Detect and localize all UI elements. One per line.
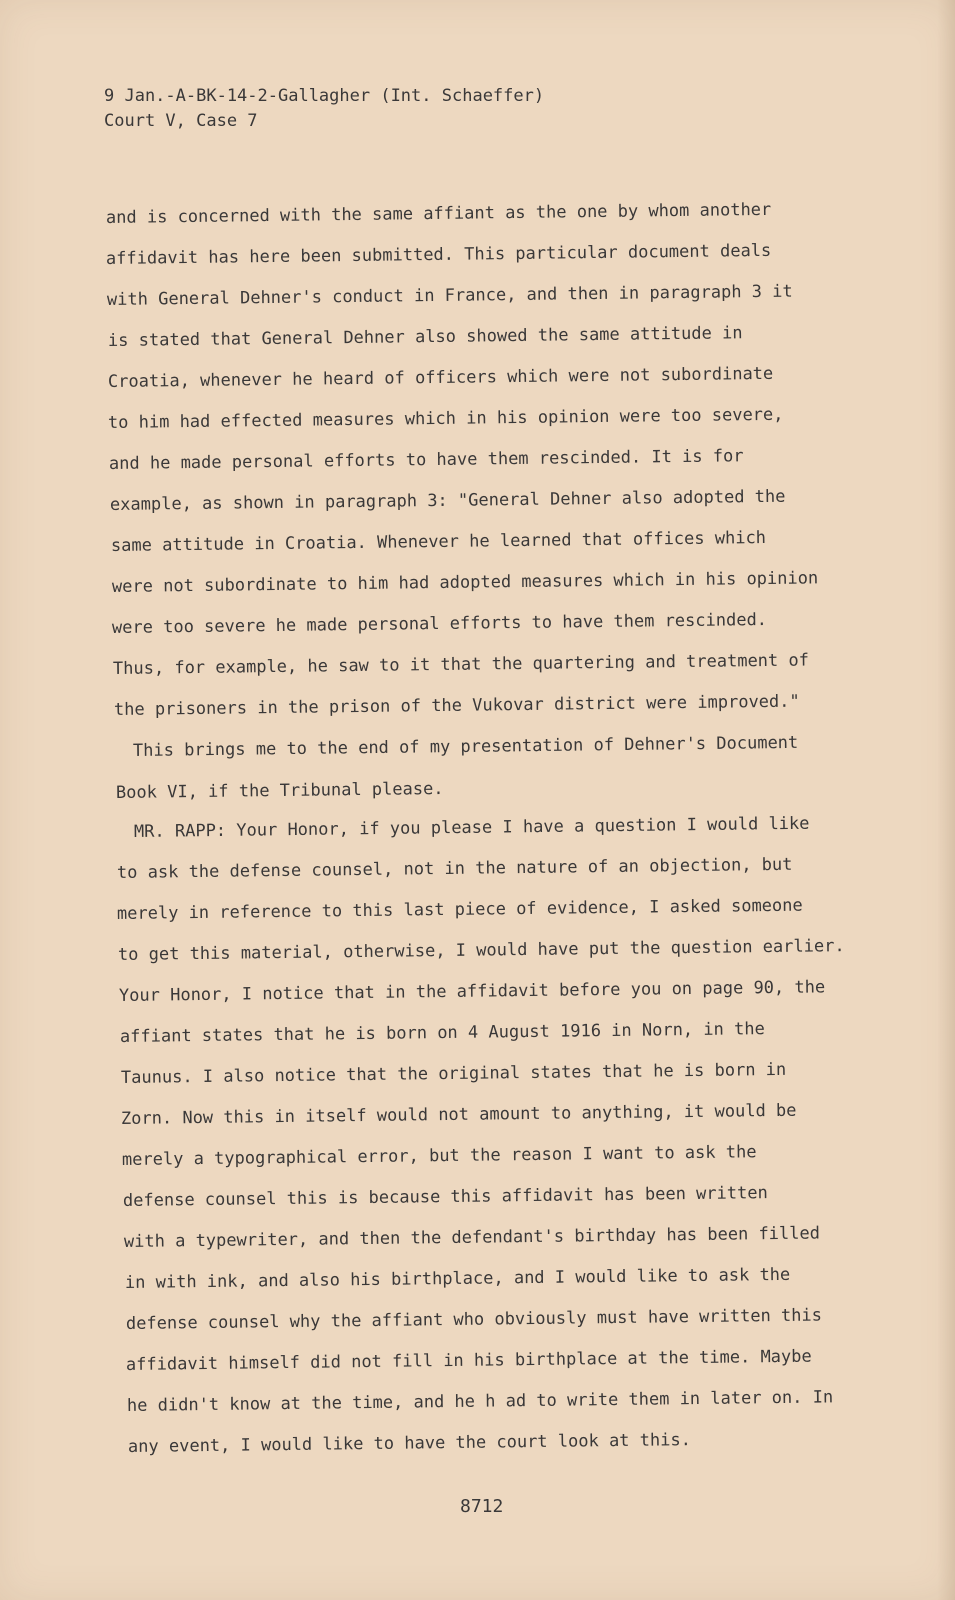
body-line: Thus, for example, he saw to it that the quartering and treatment of (112, 650, 810, 679)
body-line: with General Dehner's conduct in France, and then in paragraph 3 it (106, 281, 793, 310)
body-line: affiant states that he is born on 4 August 1916 in Norn, in the (119, 1019, 765, 1047)
body-line: with a typewriter, and then the defendant's birthday has been filled (123, 1223, 821, 1252)
body-line: he didn't know at the time, and he h ad to write them in later on. In (126, 1387, 834, 1416)
header-court-line: Court V, Case 7 (104, 111, 258, 131)
body-line: were too severe he made personal efforts to have them rescinded. (111, 609, 768, 638)
body-line: Croatia, whenever he heard of officers which were not subordinate (107, 363, 774, 392)
body-line: Taunus. I also notice that the original states that he is born in (120, 1059, 787, 1088)
body-line: Your Honor, I notice that in the affidavit before you on page 90, the (118, 977, 826, 1006)
body-line: the prisoners in the prison of the Vukovar district were improved." (113, 691, 800, 720)
body-line: to ask the defense counsel, not in the nature of an objection, but (116, 854, 793, 883)
body-line: same attitude in Croatia. Whenever he learned that offices which (110, 527, 767, 556)
body-line: were not subordinate to him had adopted measures which in his opinion (111, 568, 819, 597)
page-number: 8712 (460, 1496, 504, 1517)
body-line: is stated that General Dehner also showed the same attitude in (107, 323, 743, 351)
body-line: in with ink, and also his birthplace, and I would like to ask the (124, 1264, 791, 1293)
body-line: Book VI, if the Tribunal please. (115, 778, 444, 803)
body-line: affidavit himself did not fill in his birthplace at the time. Maybe (125, 1346, 812, 1375)
body-line: This brings me to the end of my presentation of Dehner's Document (132, 732, 799, 761)
body-line: affidavit has here been submitted. This particular document deals (105, 240, 772, 269)
body-line: to him had effected measures which in his opinion were too severe, (107, 404, 784, 433)
body-line: and he made personal efforts to have them rescinded. It is for (108, 446, 744, 474)
body-line: merely a typographical error, but the reason I want to ask the (121, 1142, 757, 1170)
body-line: any event, I would like to have the court look at this. (127, 1430, 692, 1457)
body-line: to get this material, otherwise, I would have put the question earlier. (117, 936, 845, 965)
body-line: merely in reference to this last piece of evidence, I asked someone (116, 895, 803, 924)
body-line: MR. RAPP: Your Honor, if you please I have a question I would like (133, 813, 810, 842)
body-line: and is concerned with the same affiant as the one by whom another (105, 199, 772, 228)
body-line: example, as shown in paragraph 3: "General Dehner also adopted the (109, 486, 786, 515)
body-line: Zorn. Now this in itself would not amount to anything, it would be (120, 1100, 797, 1129)
body-line: defense counsel why the affiant who obviously must have written this (125, 1305, 823, 1334)
header-session-line: 9 Jan.-A-BK-14-2-Gallagher (Int. Schaeffer) (104, 86, 545, 106)
body-line: defense counsel this is because this affidavit has been written (122, 1183, 768, 1211)
